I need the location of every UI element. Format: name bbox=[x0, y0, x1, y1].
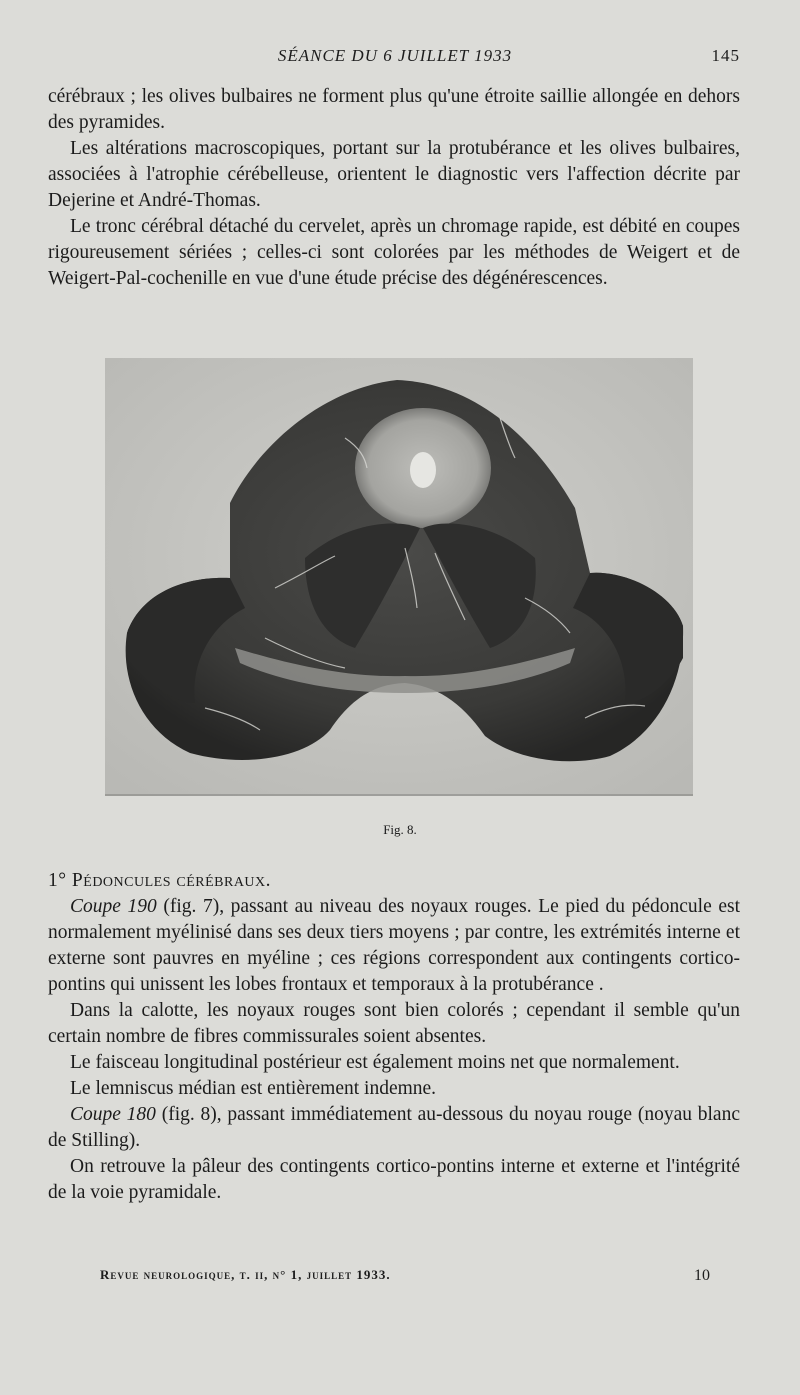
section-heading-text: 1° Pédoncules cérébraux. bbox=[48, 870, 272, 891]
brainstem-section-image bbox=[105, 358, 693, 796]
paragraph: On retrouve la pâleur des contingents cortico-pontins interne et externe et l'intégrité de la voie pyramidale. bbox=[48, 1156, 740, 1203]
figure-caption: Fig. 8. bbox=[383, 822, 417, 837]
paragraph-text: (fig. 7), passant au niveau des noyaux rouges. Le pied du pédoncule est normalement myélinisé dans ses deux tiers moyens ; par contre, les extrémités interne et externe sont pauvres en myéline ; ces régions correspondent aux contingents cortico-pontins qui unissent les lobes frontaux et temporaux à la protubérance . bbox=[48, 896, 740, 995]
paragraph: Le lemniscus médian est entièrement indemne. bbox=[70, 1078, 437, 1099]
paragraph: Les altérations macroscopiques, portant sur la protubérance et les olives bulbaires, associées à l'atrophie cérébelleuse, orientent le diagnostic vers l'affection décrite par Dejerine et André-Thomas. bbox=[48, 138, 740, 211]
paragraph: Le faisceau longitudinal postérieur est également moins net que normalement. bbox=[70, 1052, 680, 1073]
paragraph: Dans la calotte, les noyaux rouges sont bien colorés ; cependant il semble qu'un certain nombre de fibres commissurales soient absentes. bbox=[48, 1000, 740, 1047]
section-reference: Coupe 180 bbox=[70, 1104, 156, 1125]
paragraph bbox=[48, 894, 740, 998]
section-heading bbox=[48, 868, 740, 894]
page-number: 145 bbox=[711, 46, 740, 65]
top-text-block bbox=[48, 84, 740, 292]
sheet-number: 10 bbox=[694, 1267, 710, 1284]
running-header bbox=[50, 46, 740, 72]
paragraph: cérébraux ; les olives bulbaires ne forment plus qu'une étroite saillie allongée en dehors des pyramides. bbox=[48, 86, 740, 133]
paragraph bbox=[48, 1102, 740, 1154]
running-title: SÉANCE DU 6 JUILLET 1933 bbox=[277, 46, 513, 65]
journal-reference: Revue neurologique, t. ii, n° 1, juillet 1933. bbox=[100, 1267, 391, 1282]
paragraph: Le tronc cérébral détaché du cervelet, après un chromage rapide, est débité en coupes rigoureusement sériées ; celles-ci sont colorées par les méthodes de Weigert et de Weigert-Pal-cochenille en vue d'une étude précise des dégénérescences. bbox=[48, 216, 740, 289]
section-reference: Coupe 190 bbox=[70, 896, 157, 917]
paragraph-text: (fig. 8), passant immédiatement au-dessous du noyau rouge (noyau blanc de Stilling). bbox=[48, 1104, 740, 1151]
figure-8-photograph bbox=[105, 358, 693, 796]
bottom-text-block bbox=[48, 868, 740, 1206]
